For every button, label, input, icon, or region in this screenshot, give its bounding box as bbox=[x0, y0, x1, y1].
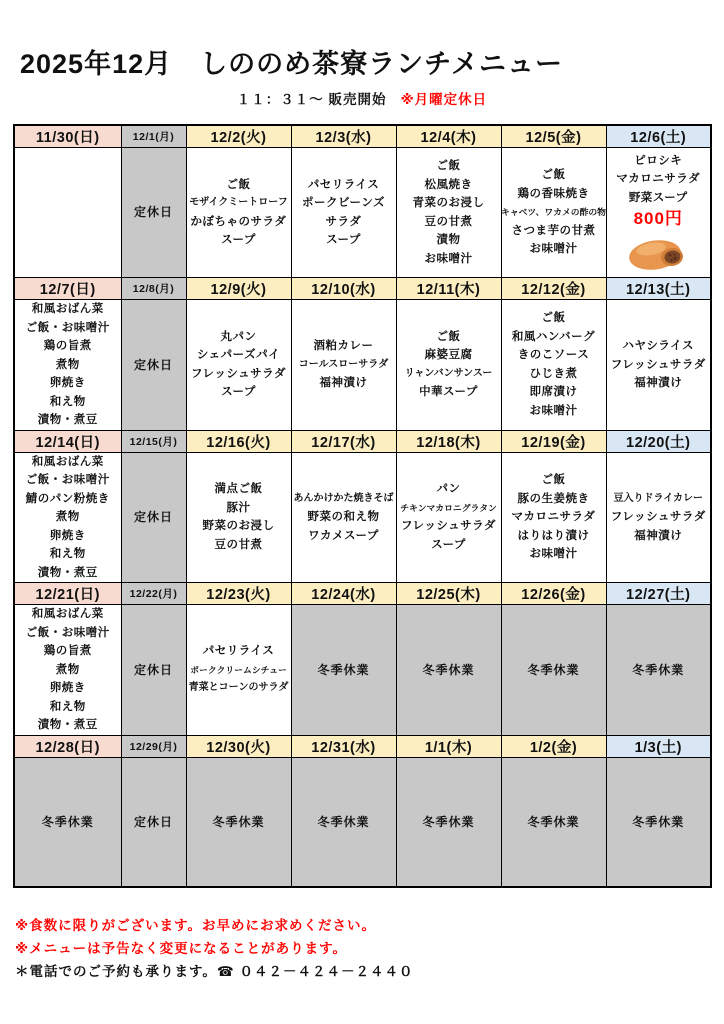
date-header: 1/1(木) bbox=[396, 735, 501, 757]
menu-item: 麻婆豆腐 bbox=[424, 349, 473, 362]
date-header: 11/30(日) bbox=[14, 125, 121, 148]
menu-item: 卵焼き bbox=[49, 682, 86, 694]
menu-item: お味噌汁 bbox=[424, 252, 473, 265]
date-header: 12/11(木) bbox=[396, 278, 501, 300]
menu-calendar bbox=[13, 124, 712, 888]
menu-item: ハヤシライス bbox=[622, 340, 694, 352]
day-cell bbox=[121, 757, 186, 887]
menu-item: 冬季休業 bbox=[527, 814, 580, 829]
menu-item: 冬季休業 bbox=[212, 814, 265, 829]
menu-item: 野菜スープ bbox=[628, 191, 688, 204]
menu-item: 冬季休業 bbox=[632, 662, 685, 677]
day-cell bbox=[606, 300, 711, 431]
menu-item: 漬物・煮豆 bbox=[37, 414, 98, 426]
date-header: 12/24(水) bbox=[291, 583, 396, 605]
menu-item: 酒粕カレー bbox=[313, 340, 374, 352]
menu-item: 和え物 bbox=[49, 548, 86, 560]
date-header: 12/5(金) bbox=[501, 125, 606, 148]
note-menu-change: ※メニューは予告なく変更になることがあります。 bbox=[15, 941, 348, 956]
menu-item: ご飯 bbox=[436, 160, 461, 172]
menu-item: 卵焼き bbox=[49, 377, 86, 389]
menu-item: ピロシキ bbox=[634, 154, 683, 167]
menu-item: 豚汁 bbox=[226, 501, 251, 514]
menu-item: 豆の甘煮 bbox=[424, 215, 473, 228]
date-header: 12/31(水) bbox=[291, 735, 396, 757]
date-header: 12/6(土) bbox=[606, 125, 711, 148]
day-cell bbox=[121, 452, 186, 583]
menu-item: パセリライス bbox=[307, 178, 380, 191]
menu-item: 野菜のお浸し bbox=[202, 520, 275, 533]
menu-item: スープ bbox=[221, 386, 256, 399]
menu-item: 冬季休業 bbox=[41, 814, 94, 829]
day-cell bbox=[501, 757, 606, 887]
date-header: 12/22(月) bbox=[121, 583, 186, 605]
menu-item: 煮物 bbox=[55, 358, 80, 371]
day-cell bbox=[396, 605, 501, 736]
menu-item: 煮物 bbox=[55, 511, 80, 523]
date-header: 12/9(火) bbox=[186, 278, 291, 300]
day-cell bbox=[501, 300, 606, 431]
date-header: 12/4(木) bbox=[396, 125, 501, 148]
day-cell bbox=[121, 605, 186, 736]
menu-item: お味噌汁 bbox=[529, 404, 578, 417]
menu-item: はりはり漬け bbox=[517, 529, 590, 542]
menu-item: リャンバンサンスー bbox=[404, 367, 493, 379]
date-header: 12/17(水) bbox=[291, 430, 396, 452]
day-cell bbox=[291, 605, 396, 736]
menu-item: 冬季休業 bbox=[317, 814, 370, 829]
menu-item: ご飯 bbox=[226, 178, 251, 191]
date-header: 12/10(水) bbox=[291, 278, 396, 300]
menu-item: サラダ bbox=[325, 215, 362, 228]
date-header: 12/13(土) bbox=[606, 278, 711, 300]
menu-item: マカロニサラダ bbox=[511, 511, 596, 523]
menu-item: 満点ご飯 bbox=[214, 483, 263, 496]
menu-item: スープ bbox=[326, 234, 361, 246]
date-header: 12/12(金) bbox=[501, 278, 606, 300]
day-cell bbox=[291, 148, 396, 278]
day-cell bbox=[396, 148, 501, 278]
day-cell bbox=[501, 605, 606, 736]
menu-item: 豆の甘煮 bbox=[214, 538, 263, 551]
menu-item: きのこソース bbox=[517, 349, 590, 362]
menu-item: ご飯・お味噌汁 bbox=[25, 626, 110, 639]
day-cell bbox=[606, 452, 711, 583]
footer-notes bbox=[15, 914, 724, 983]
menu-item: お味噌汁 bbox=[529, 243, 578, 256]
menu-item: 鯖のパン粉焼き bbox=[25, 492, 110, 505]
day-cell bbox=[186, 148, 291, 278]
menu-item: 即席漬け bbox=[529, 386, 578, 399]
day-cell bbox=[186, 757, 291, 887]
menu-item: 冬季休業 bbox=[317, 662, 370, 677]
monday-closed-note: ※月曜定休日 bbox=[400, 92, 488, 107]
day-cell bbox=[396, 452, 501, 583]
date-header: 12/18(木) bbox=[396, 430, 501, 452]
sales-start-time: １１：３１～ 販売開始 bbox=[236, 92, 387, 107]
menu-item: ご飯 bbox=[541, 474, 566, 486]
day-cell bbox=[396, 757, 501, 887]
day-cell bbox=[186, 300, 291, 431]
menu-item: 冬季休業 bbox=[422, 662, 475, 677]
menu-item: 丸パン bbox=[220, 330, 257, 343]
menu-item: 漬物・煮豆 bbox=[37, 719, 98, 731]
menu-item: ご飯・お味噌汁 bbox=[25, 321, 110, 334]
menu-item: 福神漬け bbox=[634, 377, 683, 389]
day-cell bbox=[14, 148, 121, 278]
date-header: 12/20(土) bbox=[606, 430, 711, 452]
menu-item: 冬季休業 bbox=[527, 662, 580, 677]
day-cell bbox=[606, 148, 711, 278]
day-cell bbox=[186, 605, 291, 736]
menu-item: シェパーズパイ bbox=[196, 349, 281, 362]
menu-item: ワカメスープ bbox=[308, 529, 379, 542]
menu-item: お味噌汁 bbox=[529, 548, 578, 560]
menu-item: ご飯 bbox=[541, 312, 566, 325]
menu-item: モザイクミートローフ bbox=[189, 197, 288, 208]
piroshki-icon bbox=[627, 233, 689, 273]
menu-item: 定休日 bbox=[133, 357, 173, 372]
day-cell bbox=[291, 300, 396, 431]
menu-item: 定休日 bbox=[133, 814, 173, 829]
menu-item: 豆入りドライカレー bbox=[613, 492, 703, 504]
menu-item: 福神漬け bbox=[634, 529, 683, 542]
menu-item: 和え物 bbox=[49, 395, 86, 408]
menu-item: 青菜とコーンのサラダ bbox=[188, 682, 289, 693]
menu-item: パン bbox=[436, 483, 461, 496]
menu-item: 和風ハンバーグ bbox=[511, 330, 596, 343]
menu-item: ご飯 bbox=[541, 169, 566, 182]
menu-item: スープ bbox=[221, 234, 256, 246]
price-label: 800円 bbox=[633, 209, 683, 229]
menu-item: 鶏の旨煮 bbox=[43, 645, 92, 657]
menu-item: さつま芋の甘煮 bbox=[511, 224, 596, 237]
day-cell bbox=[606, 757, 711, 887]
page-title: 2025年12月 しののめ茶寮ランチメニュー bbox=[20, 49, 564, 79]
menu-item: コールスローサラダ bbox=[298, 358, 389, 370]
date-header: 12/15(月) bbox=[121, 430, 186, 452]
menu-item: ポークビーンズ bbox=[302, 197, 385, 209]
date-header: 12/3(水) bbox=[291, 125, 396, 148]
menu-item: 鶏の香味焼き bbox=[517, 187, 590, 200]
date-header: 12/30(火) bbox=[186, 735, 291, 757]
date-header: 12/23(火) bbox=[186, 583, 291, 605]
day-cell bbox=[291, 452, 396, 583]
menu-item: あんかけかた焼きそば bbox=[293, 492, 394, 504]
day-cell bbox=[396, 300, 501, 431]
menu-item: 和風おばん菜 bbox=[31, 303, 104, 315]
day-cell bbox=[501, 148, 606, 278]
date-header: 1/3(土) bbox=[606, 735, 711, 757]
menu-item: 松風焼き bbox=[424, 178, 473, 191]
day-cell bbox=[121, 300, 186, 431]
menu-item: ご飯・お味噌汁 bbox=[25, 474, 110, 486]
day-cell bbox=[501, 452, 606, 583]
menu-item: 冬季休業 bbox=[422, 814, 475, 829]
menu-item: 和風おばん菜 bbox=[31, 608, 104, 620]
date-header: 12/19(金) bbox=[501, 430, 606, 452]
menu-item: ポーククリームシチュー bbox=[190, 664, 287, 675]
menu-item: スープ bbox=[431, 538, 466, 551]
menu-item: フレッシュサラダ bbox=[610, 511, 706, 523]
menu-item: フレッシュサラダ bbox=[400, 520, 497, 533]
menu-item: かぼちゃのサラダ bbox=[190, 215, 287, 228]
menu-item: 定休日 bbox=[133, 662, 173, 677]
date-header: 12/25(木) bbox=[396, 583, 501, 605]
menu-item: 煮物 bbox=[55, 663, 80, 676]
day-cell bbox=[14, 757, 121, 887]
day-cell bbox=[14, 300, 121, 431]
day-cell bbox=[121, 148, 186, 278]
day-cell bbox=[606, 605, 711, 736]
calendar-body bbox=[14, 125, 711, 887]
menu-item: 和風おばん菜 bbox=[31, 455, 104, 468]
subtitle bbox=[0, 88, 724, 108]
menu-item: チキンマカロニグラタン bbox=[400, 502, 497, 513]
menu-item: パセリライス bbox=[202, 645, 275, 657]
menu-item: フレッシュサラダ bbox=[610, 358, 706, 371]
date-header: 12/28(日) bbox=[14, 735, 121, 757]
date-header: 12/7(日) bbox=[14, 278, 121, 300]
menu-item: ひじき煮 bbox=[529, 367, 578, 380]
menu-item: ご飯 bbox=[436, 330, 461, 343]
note-phone-reservation: ＊電話でのご予約も承ります。☎ ０４２－４２４－２４４０ bbox=[15, 964, 414, 979]
menu-item: 冬季休業 bbox=[632, 814, 685, 829]
menu-item: 鶏の旨煮 bbox=[43, 340, 92, 352]
menu-item: マカロニサラダ bbox=[616, 173, 701, 186]
date-header: 12/26(金) bbox=[501, 583, 606, 605]
menu-item: 漬物・煮豆 bbox=[37, 566, 98, 579]
menu-item: 定休日 bbox=[133, 510, 173, 524]
piroshki-image bbox=[627, 233, 689, 273]
date-header: 12/8(月) bbox=[121, 278, 186, 300]
menu-item: 和え物 bbox=[49, 700, 86, 713]
menu-item: 豚の生姜焼き bbox=[517, 492, 590, 505]
day-cell bbox=[291, 757, 396, 887]
menu-item: 中華スープ bbox=[419, 386, 478, 399]
menu-item: 青菜のお浸し bbox=[412, 197, 485, 209]
day-cell bbox=[14, 452, 121, 583]
date-header: 12/16(火) bbox=[186, 430, 291, 452]
date-header: 12/1(月) bbox=[121, 125, 186, 148]
date-header: 1/2(金) bbox=[501, 735, 606, 757]
date-header: 12/29(月) bbox=[121, 735, 186, 757]
day-cell bbox=[186, 452, 291, 583]
date-header: 12/21(日) bbox=[14, 583, 121, 605]
menu-item: キャベツ、ワカメの酢の物 bbox=[501, 207, 606, 218]
menu-item: 卵焼き bbox=[49, 529, 86, 542]
menu-item: 漬物 bbox=[436, 234, 461, 246]
date-header: 12/27(土) bbox=[606, 583, 711, 605]
date-header: 12/2(火) bbox=[186, 125, 291, 148]
note-limited-quantity: ※食数に限りがございます。お早めにお求めください。 bbox=[15, 918, 377, 933]
menu-item: 野菜の和え物 bbox=[307, 511, 380, 523]
menu-item: フレッシュサラダ bbox=[190, 367, 287, 380]
menu-item: 定休日 bbox=[133, 205, 173, 220]
day-cell bbox=[14, 605, 121, 736]
date-header: 12/14(日) bbox=[14, 430, 121, 452]
menu-item: 福神漬け bbox=[319, 377, 368, 389]
